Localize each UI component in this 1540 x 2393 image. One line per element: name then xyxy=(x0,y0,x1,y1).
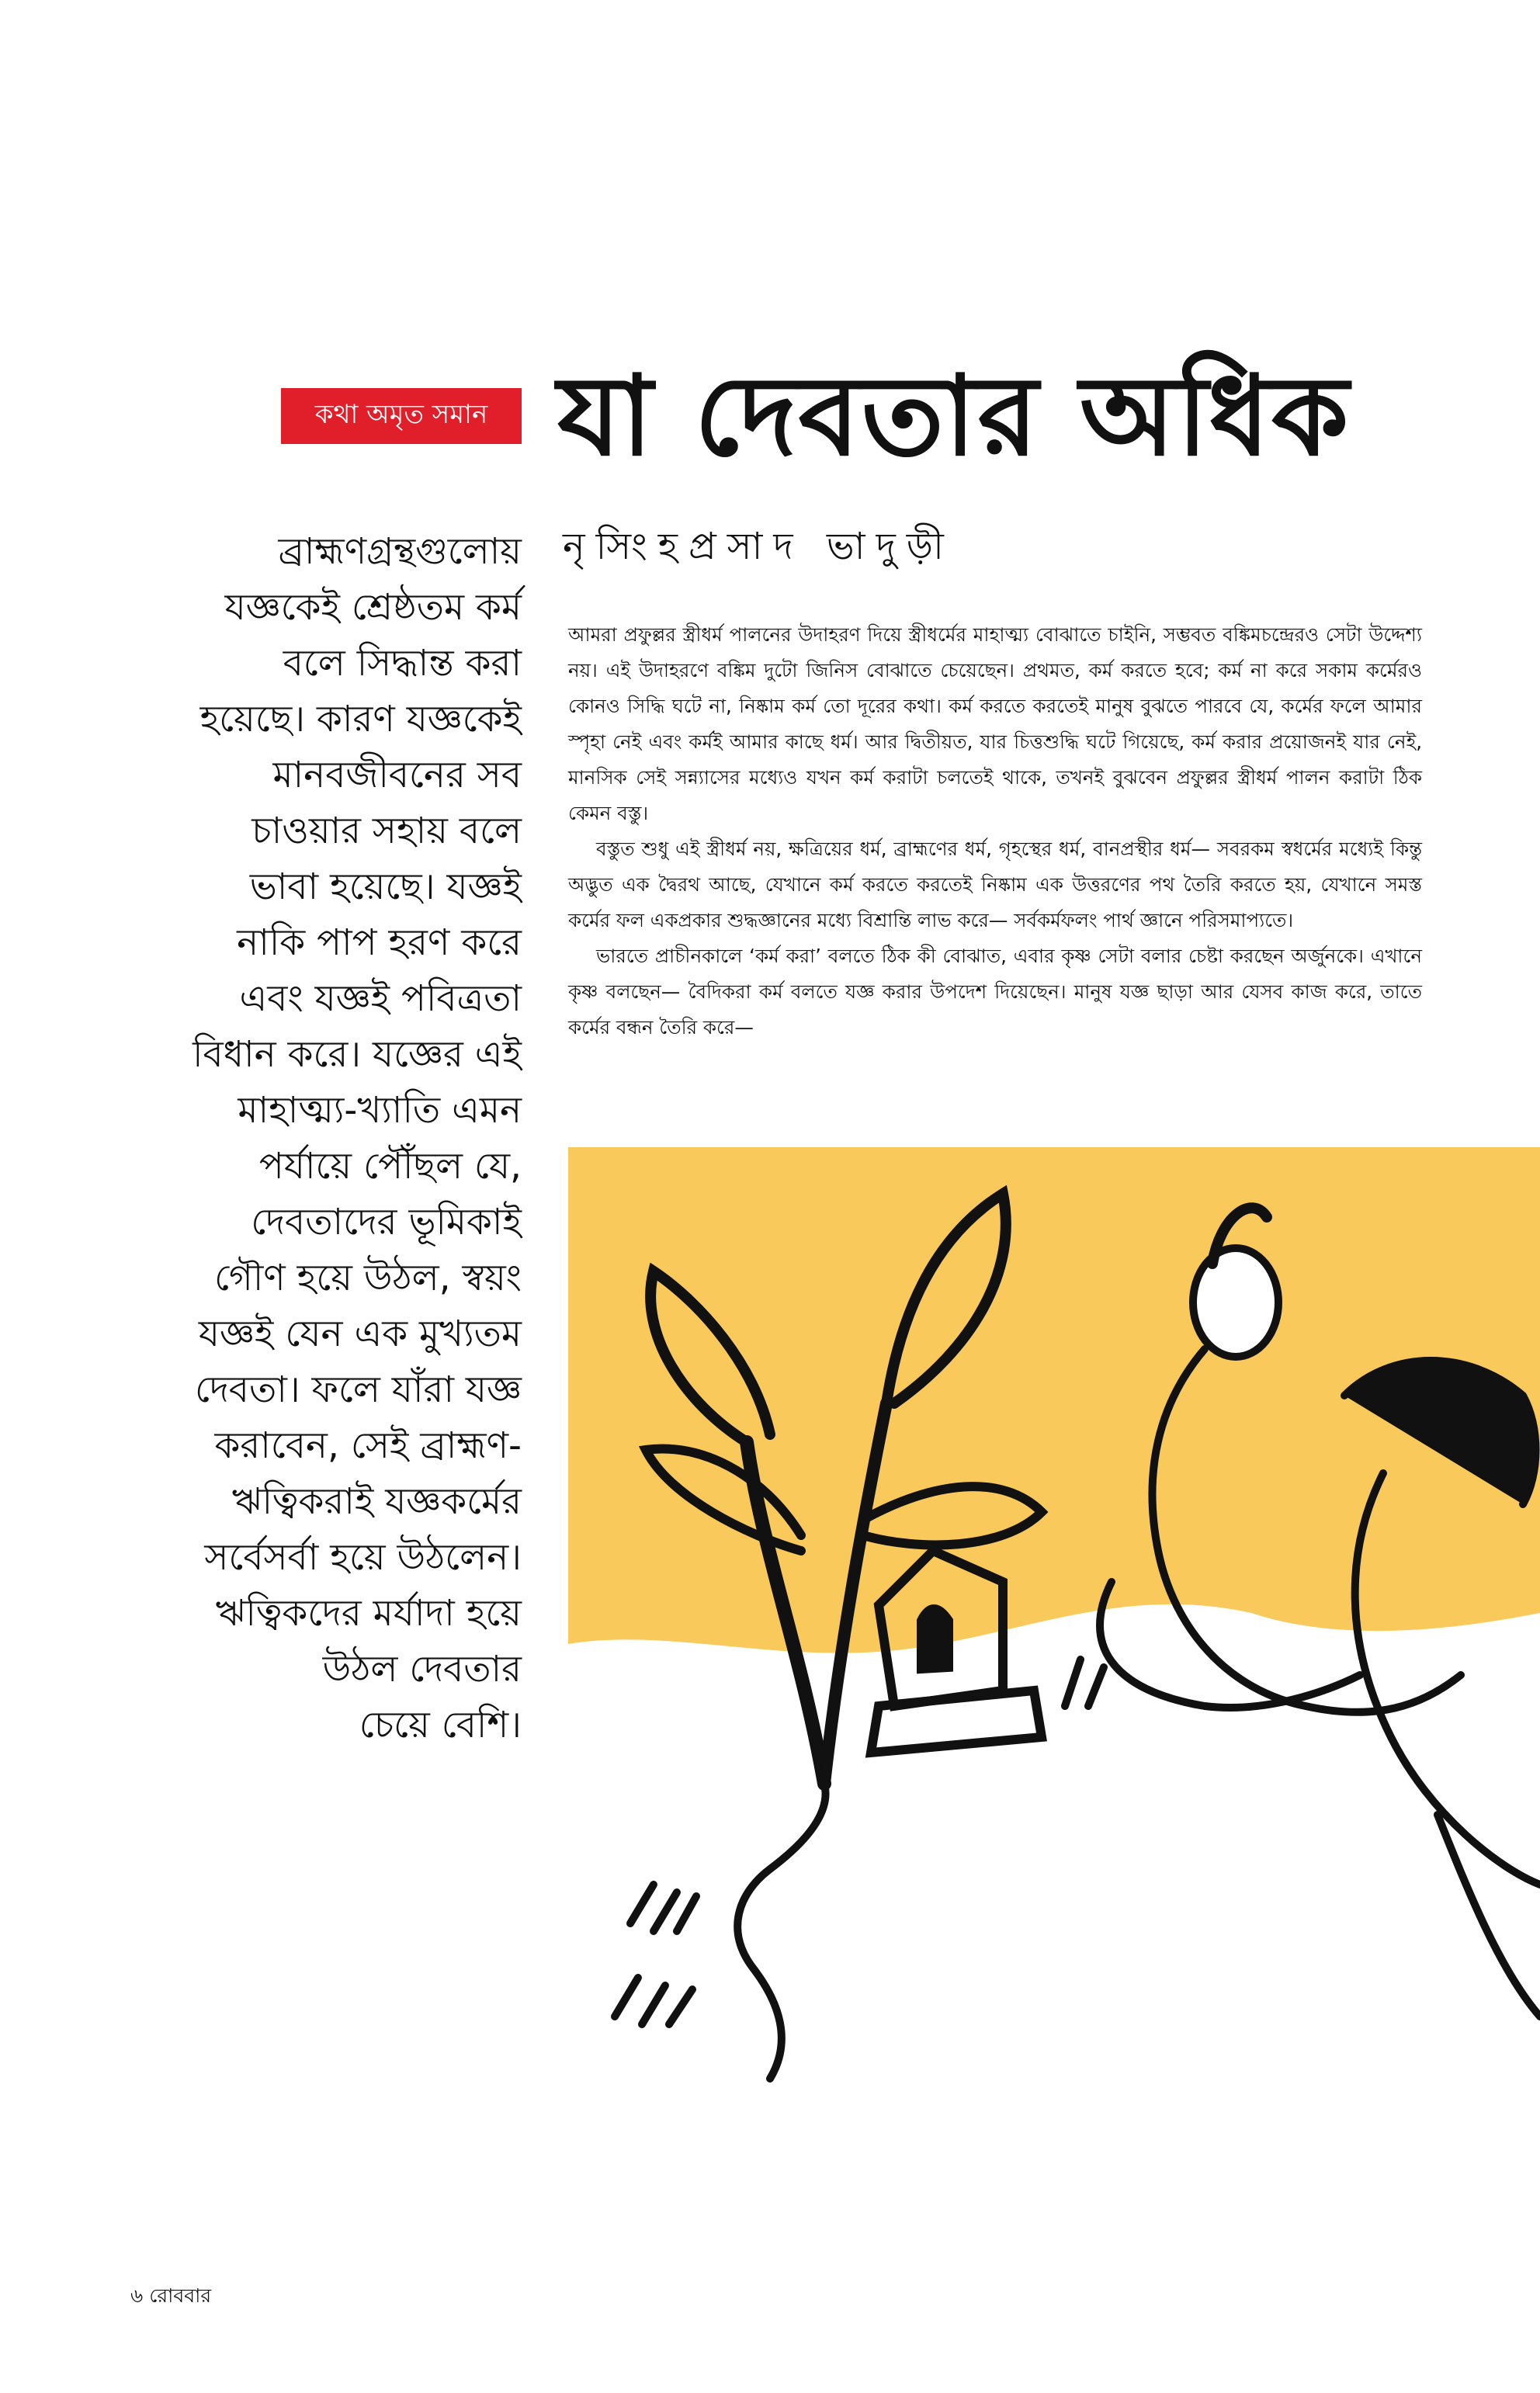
pull-quote-line: এবং যজ্ঞই পবিত্রতা xyxy=(239,977,522,1020)
pull-quote-line: মানবজীবনের সব xyxy=(272,754,522,796)
pull-quote-line: চেয়ে বেশি। xyxy=(359,1704,522,1746)
pull-quote-line: নাকি পাপ হরণ করে xyxy=(237,921,522,964)
illustration-artwork xyxy=(568,1147,1540,2164)
pull-quote-line: বলে সিদ্ধান্ত করা xyxy=(283,642,522,685)
body-paragraph: আমরা প্রফুল্লর স্ত্রীধর্ম পালনের উদাহরণ দিয়ে স্ত্রীধর্মের মাহাত্ম্য বোঝাতে চাইনি, সম্ভবত বঙ্কিমচন্দ্রেরও সেটা উদ্দেশ্য নয়। এই উদাহরণে বঙ্কিম দুটো জিনিস বোঝাতে চেয়েছেন। প্রথমত, কর্ম করতে হবে; কর্ম না করে সকাম কর্মেরও কোনও সিদ্ধি ঘটে না, নিষ্কাম কর্ম তো দূরের কথা। কর্ম করতে করতেই মানুষ বুঝতে পারবে যে, কর্মের ফলে আমার স্পৃহা নেই এবং কর্মই আমার কাছে ধর্ম। আর দ্বিতীয়ত, যার চিত্তশুদ্ধি ঘটে গিয়েছে, কর্ম করার প্রয়োজনই যার নেই, মানসিক সেই সন্ন্যাসের মধ্যেও যখন কর্ম করাটা চলতেই থাকে, তখনই বুঝবেন প্রফুল্লর স্ত্রীধর্ম পালন করাটা ঠিক কেমন বস্তু। xyxy=(568,623,1422,824)
pull-quote-line: বিধান করে। যজ্ঞের এই xyxy=(192,1033,522,1076)
pull-quote-line: করাবেন, সেই ব্রাহ্মণ- xyxy=(214,1424,522,1467)
pull-quote-line: চাওয়ার সহায় বলে xyxy=(251,810,522,852)
illustration xyxy=(568,1147,1540,2164)
author-byline: নৃসিংহপ্রসাদ ভাদুড়ী xyxy=(563,525,955,568)
pull-quote-line: গৌণ হয়ে উঠল, স্বয়ং xyxy=(213,1257,522,1299)
pull-quote-line: সর্বেসর্বা হয়ে উঠলেন। xyxy=(204,1536,522,1579)
pull-quote-line: উঠল দেবতার xyxy=(322,1648,522,1691)
pull-quote-line: যজ্ঞই যেন এক মুখ্যতম xyxy=(198,1313,522,1355)
pull-quote-line: ঋত্বিকরাই যজ্ঞকর্মের xyxy=(231,1480,522,1523)
pull-quote-line: ভাবা হয়েছে। যজ্ঞই xyxy=(249,865,522,908)
pull-quote-line: যজ্ঞকেই শ্রেষ্ঠতম কর্ম xyxy=(224,586,522,629)
body-paragraph: ভারতে প্রাচীনকালে ‘কর্ম করা’ বলতে ঠিক কী বোঝাত, এবার কৃষ্ণ সেটা বলার চেষ্টা করছেন অর্জুনকে। এখানে কৃষ্ণ বলছেন— বৈদিকরা কর্ম বলতে যজ্ঞ করার উপদেশ দিয়েছেন। মানুষ যজ্ঞ ছাড়া আর যেসব কাজ করে, তাতে কর্মের বন্ধন তৈরি করে— xyxy=(568,945,1422,1039)
pull-quote-line: ঋত্বিকদের মর্যাদা হয়ে xyxy=(215,1592,522,1635)
page-folio: ৬ রোববার xyxy=(130,2284,212,2307)
pull-quote-line: দেবতা। ফলে যাঁরা যজ্ঞ xyxy=(195,1368,522,1411)
section-tag: কথা অমৃত সমান xyxy=(281,388,522,444)
article-body xyxy=(568,617,1422,1046)
pull-quote-line: দেবতাদের ভূমিকাই xyxy=(251,1201,522,1243)
body-paragraph: বস্তুত শুধু এই স্ত্রীধর্ম নয়, ক্ষত্রিয়ের ধর্ম, ব্রাহ্মণের ধর্ম, গৃহস্থের ধর্ম, বানপ্রস্থীর ধর্ম— সবরকম স্বধর্মের মধ্যেই কিন্তু অদ্ভুত এক দ্বৈরথ আছে, যেখানে কর্ম করতে করতেই নিষ্কাম এক উত্তরণের পথ তৈরি করতে হয়, যেখানে সমস্ত কর্মের ফল একপ্রকার শুদ্ধজ্ঞানের মধ্যে বিশ্রান্তি লাভ করে— সর্বকর্মফলং পার্থ জ্ঞানে পরিসমাপ্যতে। xyxy=(568,838,1422,931)
pull-quote-line: মাহাত্ম্য-খ্যাতি এমন xyxy=(238,1089,522,1132)
pull-quote-line: ব্রাহ্মণগ্রন্থগুলোয় xyxy=(278,530,522,573)
pull-quote-line: হয়েছে। কারণ যজ্ঞকেই xyxy=(199,698,522,740)
pull-quote xyxy=(116,524,522,1753)
page-title: যা দেবতার অধিক xyxy=(557,352,1351,480)
pull-quote-line: পর্যায়ে পৌঁছল যে, xyxy=(258,1145,522,1188)
grass-strokes xyxy=(615,1659,1104,2024)
